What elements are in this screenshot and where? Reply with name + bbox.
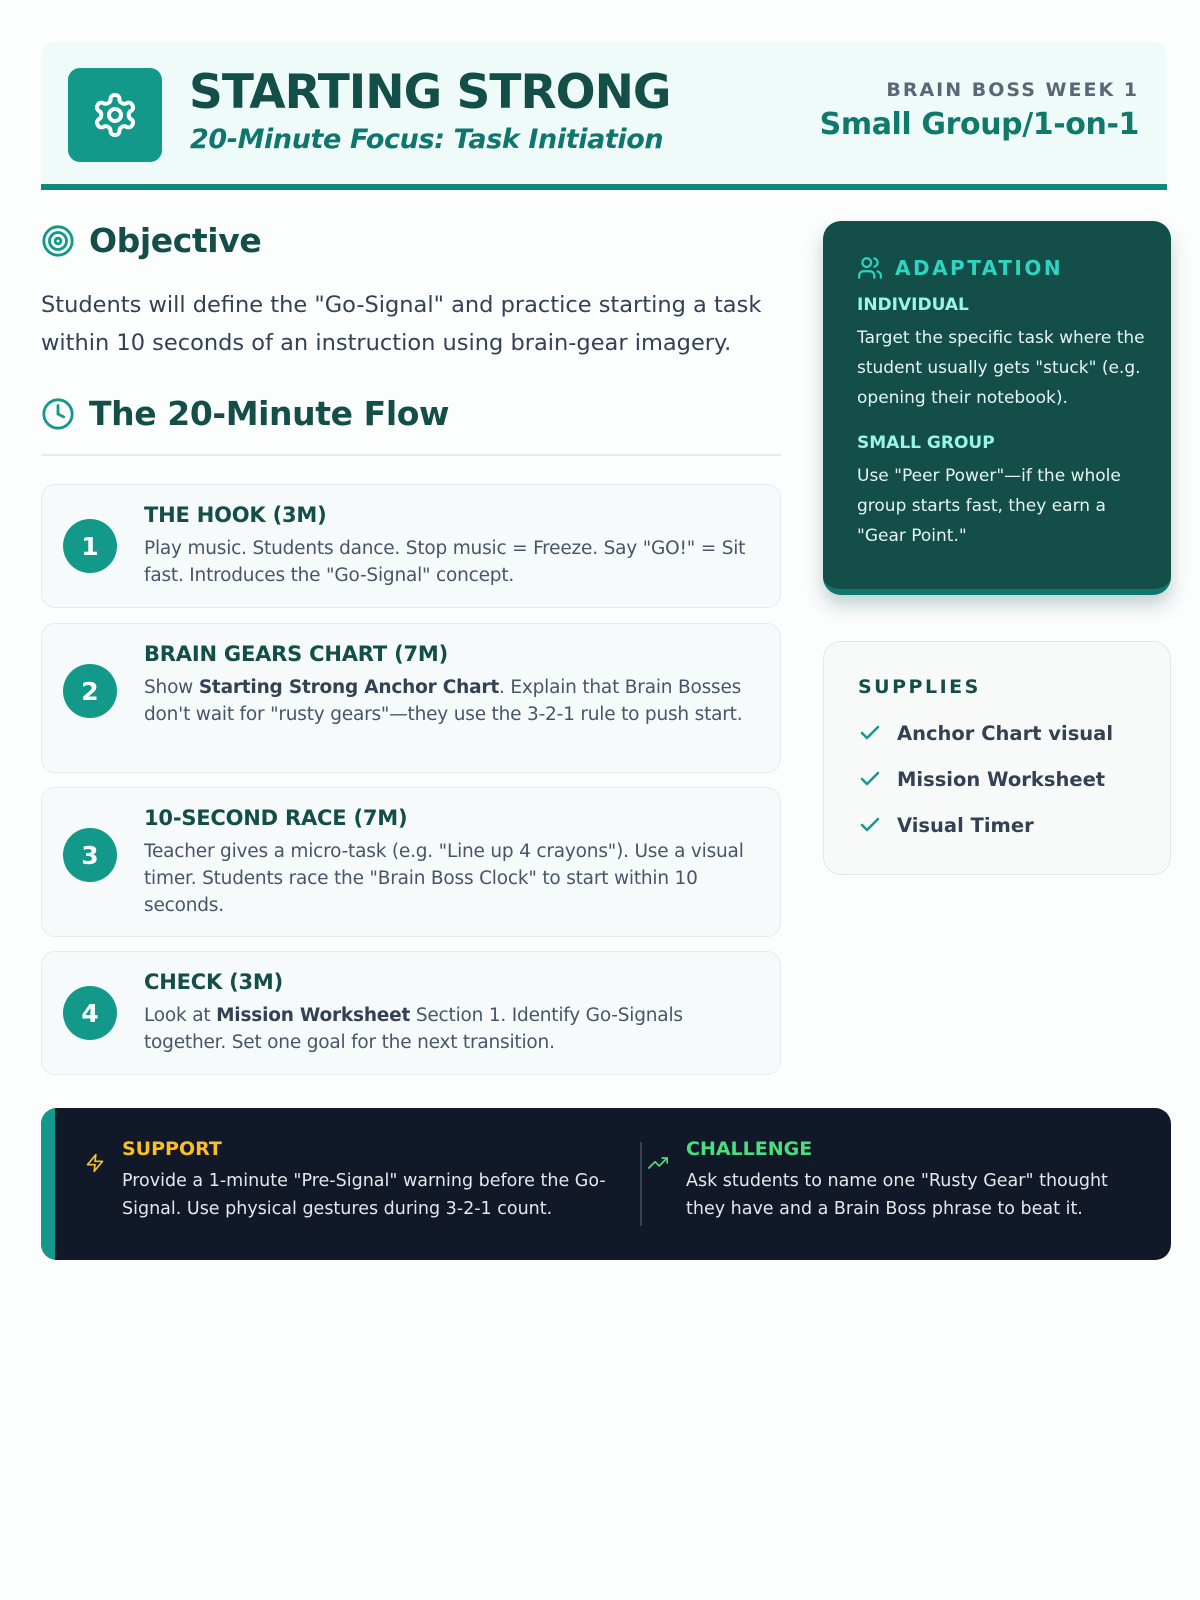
- supply-item: [858, 813, 1034, 837]
- zap-icon: [85, 1153, 105, 1173]
- target-icon: [41, 224, 75, 258]
- flow-step-2: [41, 623, 781, 773]
- step-body: Show Starting Strong Anchor Chart. Explain that Brain Bosses don't wait for "rusty gears"—they use the 3-2-1 rule to push start.: [144, 677, 743, 725]
- anchor-chart-ref: Starting Strong Anchor Chart: [198, 677, 499, 698]
- supply-label: Mission Worksheet: [897, 767, 1106, 791]
- clock-icon: [41, 397, 75, 431]
- supplies-card: [823, 641, 1171, 875]
- step-number: 4: [63, 986, 117, 1040]
- adaptation-heading: [857, 255, 1063, 281]
- challenge-text: Ask students to name one "Rusty Gear" thought they have and a Brain Boss phrase to beat it.: [686, 1171, 1108, 1219]
- step-title: THE HOOK (3M): [144, 503, 327, 527]
- step-title: BRAIN GEARS CHART (7M): [144, 642, 448, 666]
- footer-divider: [640, 1142, 642, 1226]
- flow-step-1: [41, 484, 781, 608]
- users-icon: [857, 255, 883, 281]
- lesson-page: [41, 41, 1167, 1219]
- supply-label: Visual Timer: [897, 813, 1034, 837]
- challenge-label: CHALLENGE: [686, 1138, 813, 1160]
- small-group-label: SMALL GROUP: [857, 433, 995, 453]
- individual-label: INDIVIDUAL: [857, 295, 969, 315]
- flow-title: The 20-Minute Flow: [89, 394, 450, 433]
- lesson-header: [41, 41, 1167, 190]
- step-title: 10-SECOND RACE (7M): [144, 806, 408, 830]
- page-subtitle: 20-Minute Focus: Task Initiation: [190, 124, 664, 155]
- support-text: Provide a 1-minute "Pre-Signal" warning before the Go-Signal. Use physical gestures during 3-2-1 count.: [122, 1171, 606, 1219]
- check-icon: [858, 767, 882, 791]
- flow-step-3: [41, 787, 781, 937]
- step-number: 1: [63, 519, 117, 573]
- check-icon: [858, 721, 882, 745]
- support-challenge-footer: [41, 1108, 1171, 1260]
- trending-up-icon: [648, 1153, 668, 1173]
- footer-accent-bar: [41, 1108, 55, 1260]
- flow-divider: [41, 454, 781, 456]
- supply-item: [858, 721, 1113, 745]
- support-label: SUPPORT: [122, 1138, 222, 1160]
- objective-heading: [41, 221, 261, 260]
- supply-item: [858, 767, 1105, 791]
- worksheet-ref: Mission Worksheet: [216, 1005, 411, 1026]
- step-number: 3: [63, 828, 117, 882]
- step-body: Play music. Students dance. Stop music = Freeze. Say "GO!" = Sit fast. Introduces the "Go-Signal" concept.: [144, 538, 746, 586]
- objective-title: Objective: [89, 221, 262, 260]
- page-title: STARTING STRONG: [189, 65, 671, 120]
- individual-text: Target the specific task where the student usually gets "stuck" (e.g. opening their notebook).: [857, 328, 1145, 408]
- flow-step-4: [41, 951, 781, 1075]
- step-body: Teacher gives a micro-task (e.g. "Line up 4 crayons"). Use a visual timer. Students race the "Brain Boss Clock" to start within 10 seconds.: [144, 841, 744, 916]
- logo-badge: [68, 68, 162, 162]
- supply-label: Anchor Chart visual: [897, 721, 1114, 745]
- adaptation-title: ADAPTATION: [895, 256, 1064, 280]
- step-number: 2: [63, 664, 117, 718]
- flow-heading: [41, 394, 449, 433]
- step-title: CHECK (3M): [144, 970, 284, 994]
- small-group-text: Use "Peer Power"—if the whole group starts fast, they earn a "Gear Point.": [857, 466, 1121, 546]
- check-icon: [858, 813, 882, 837]
- adaptation-card: [823, 221, 1171, 595]
- week-label: BRAIN BOSS WEEK 1: [886, 79, 1139, 101]
- supplies-title: SUPPLIES: [858, 676, 981, 698]
- step-body: Look at Mission Worksheet Section 1. Identify Go-Signals together. Set one goal for the next transition.: [144, 1005, 683, 1053]
- objective-text: Students will define the "Go-Signal" and practice starting a task within 10 seconds of an instruction using brain-gear imagery.: [41, 292, 762, 356]
- group-type-label: Small Group/1-on-1: [819, 107, 1139, 142]
- gear-icon: [91, 91, 139, 139]
